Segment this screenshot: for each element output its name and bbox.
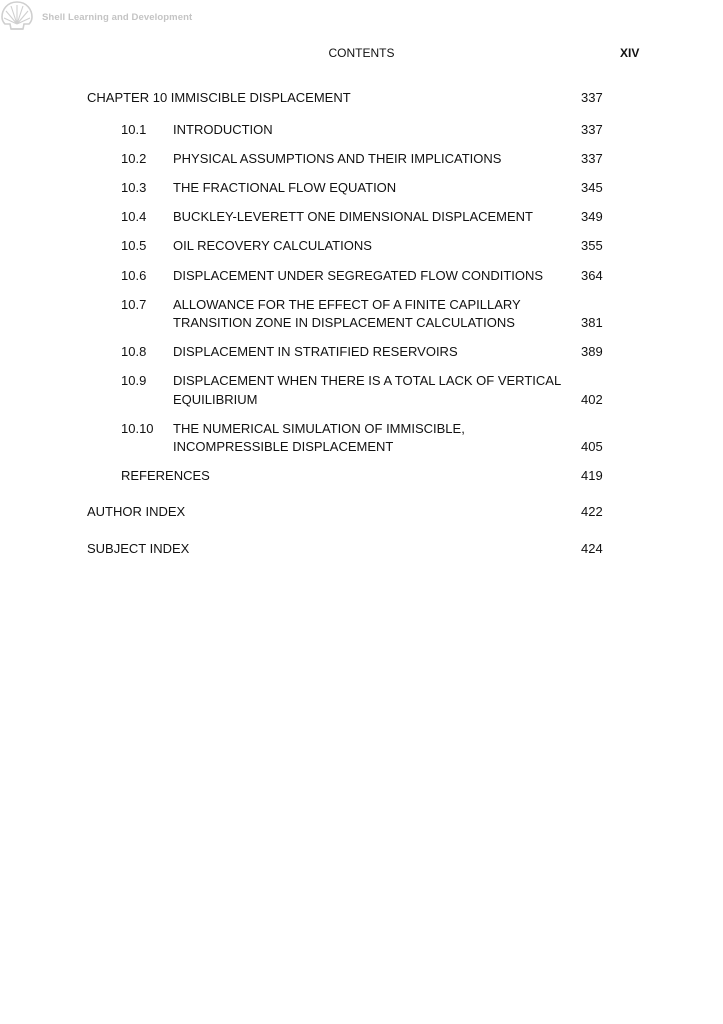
toc-entry-page: 355 bbox=[581, 238, 603, 253]
toc-entry-page: 402 bbox=[581, 392, 603, 407]
toc-entry-title: DISPLACEMENT UNDER SEGREGATED FLOW CONDITIONS bbox=[173, 268, 544, 283]
toc-entry-page: 337 bbox=[581, 122, 603, 137]
references-title: REFERENCES bbox=[121, 468, 210, 483]
toc-entry-number: 10.6 bbox=[121, 268, 147, 283]
running-header-title: CONTENTS bbox=[328, 46, 395, 60]
author-index-title: AUTHOR INDEX bbox=[87, 504, 186, 519]
toc-entry-number: 10.10 bbox=[121, 421, 154, 436]
toc-entry-title: INTRODUCTION bbox=[173, 122, 273, 137]
toc-entry-page: 389 bbox=[581, 344, 603, 359]
chapter-page: 337 bbox=[581, 90, 603, 105]
toc-entry-title: ALLOWANCE FOR THE EFFECT OF A FINITE CAPILLARY bbox=[173, 297, 521, 312]
toc-entry-title: THE FRACTIONAL FLOW EQUATION bbox=[173, 180, 397, 195]
toc-entry-title: THE NUMERICAL SIMULATION OF IMMISCIBLE, bbox=[173, 421, 465, 436]
page-number: XIV bbox=[620, 46, 640, 60]
toc-entry-page: 345 bbox=[581, 180, 603, 195]
toc-entry-number: 10.8 bbox=[121, 344, 147, 359]
subject-index-page: 424 bbox=[581, 541, 603, 556]
chapter-title: CHAPTER 10 IMMISCIBLE DISPLACEMENT bbox=[87, 90, 351, 105]
toc-entry-title: PHYSICAL ASSUMPTIONS AND THEIR IMPLICATIONS bbox=[173, 151, 502, 166]
toc-entry-number: 10.9 bbox=[121, 373, 147, 388]
footer-brand-text: Shell Learning and Development bbox=[42, 12, 193, 23]
toc-entry-number: 10.7 bbox=[121, 297, 147, 312]
toc-entry-title: DISPLACEMENT WHEN THERE IS A TOTAL LACK OF VERTICAL bbox=[173, 373, 562, 388]
toc-entry-page: 337 bbox=[581, 151, 603, 166]
footer-watermark bbox=[0, 0, 723, 35]
toc-entry-title-continued: TRANSITION ZONE IN DISPLACEMENT CALCULATIONS bbox=[173, 315, 515, 330]
subject-index-title: SUBJECT INDEX bbox=[87, 541, 190, 556]
toc-entry-page: 381 bbox=[581, 315, 603, 330]
toc-entry-title: OIL RECOVERY CALCULATIONS bbox=[173, 238, 372, 253]
references-page: 419 bbox=[581, 468, 603, 483]
toc-entry-title-continued: EQUILIBRIUM bbox=[173, 392, 258, 407]
toc-entry-page: 405 bbox=[581, 439, 603, 454]
toc-entry-number: 10.2 bbox=[121, 151, 147, 166]
toc-entry-title-continued: INCOMPRESSIBLE DISPLACEMENT bbox=[173, 439, 394, 454]
toc-entry-title: DISPLACEMENT IN STRATIFIED RESERVOIRS bbox=[173, 344, 458, 359]
toc-entry-title: BUCKLEY-LEVERETT ONE DIMENSIONAL DISPLACEMENT bbox=[173, 209, 534, 224]
toc-entry-number: 10.4 bbox=[121, 209, 147, 224]
toc-entry-page: 349 bbox=[581, 209, 603, 224]
toc-entry-number: 10.5 bbox=[121, 238, 147, 253]
author-index-page: 422 bbox=[581, 504, 603, 519]
shell-logo-icon bbox=[0, 0, 34, 35]
toc-entry-page: 364 bbox=[581, 268, 603, 283]
toc-entry-number: 10.1 bbox=[121, 122, 147, 137]
toc-entry-number: 10.3 bbox=[121, 180, 147, 195]
